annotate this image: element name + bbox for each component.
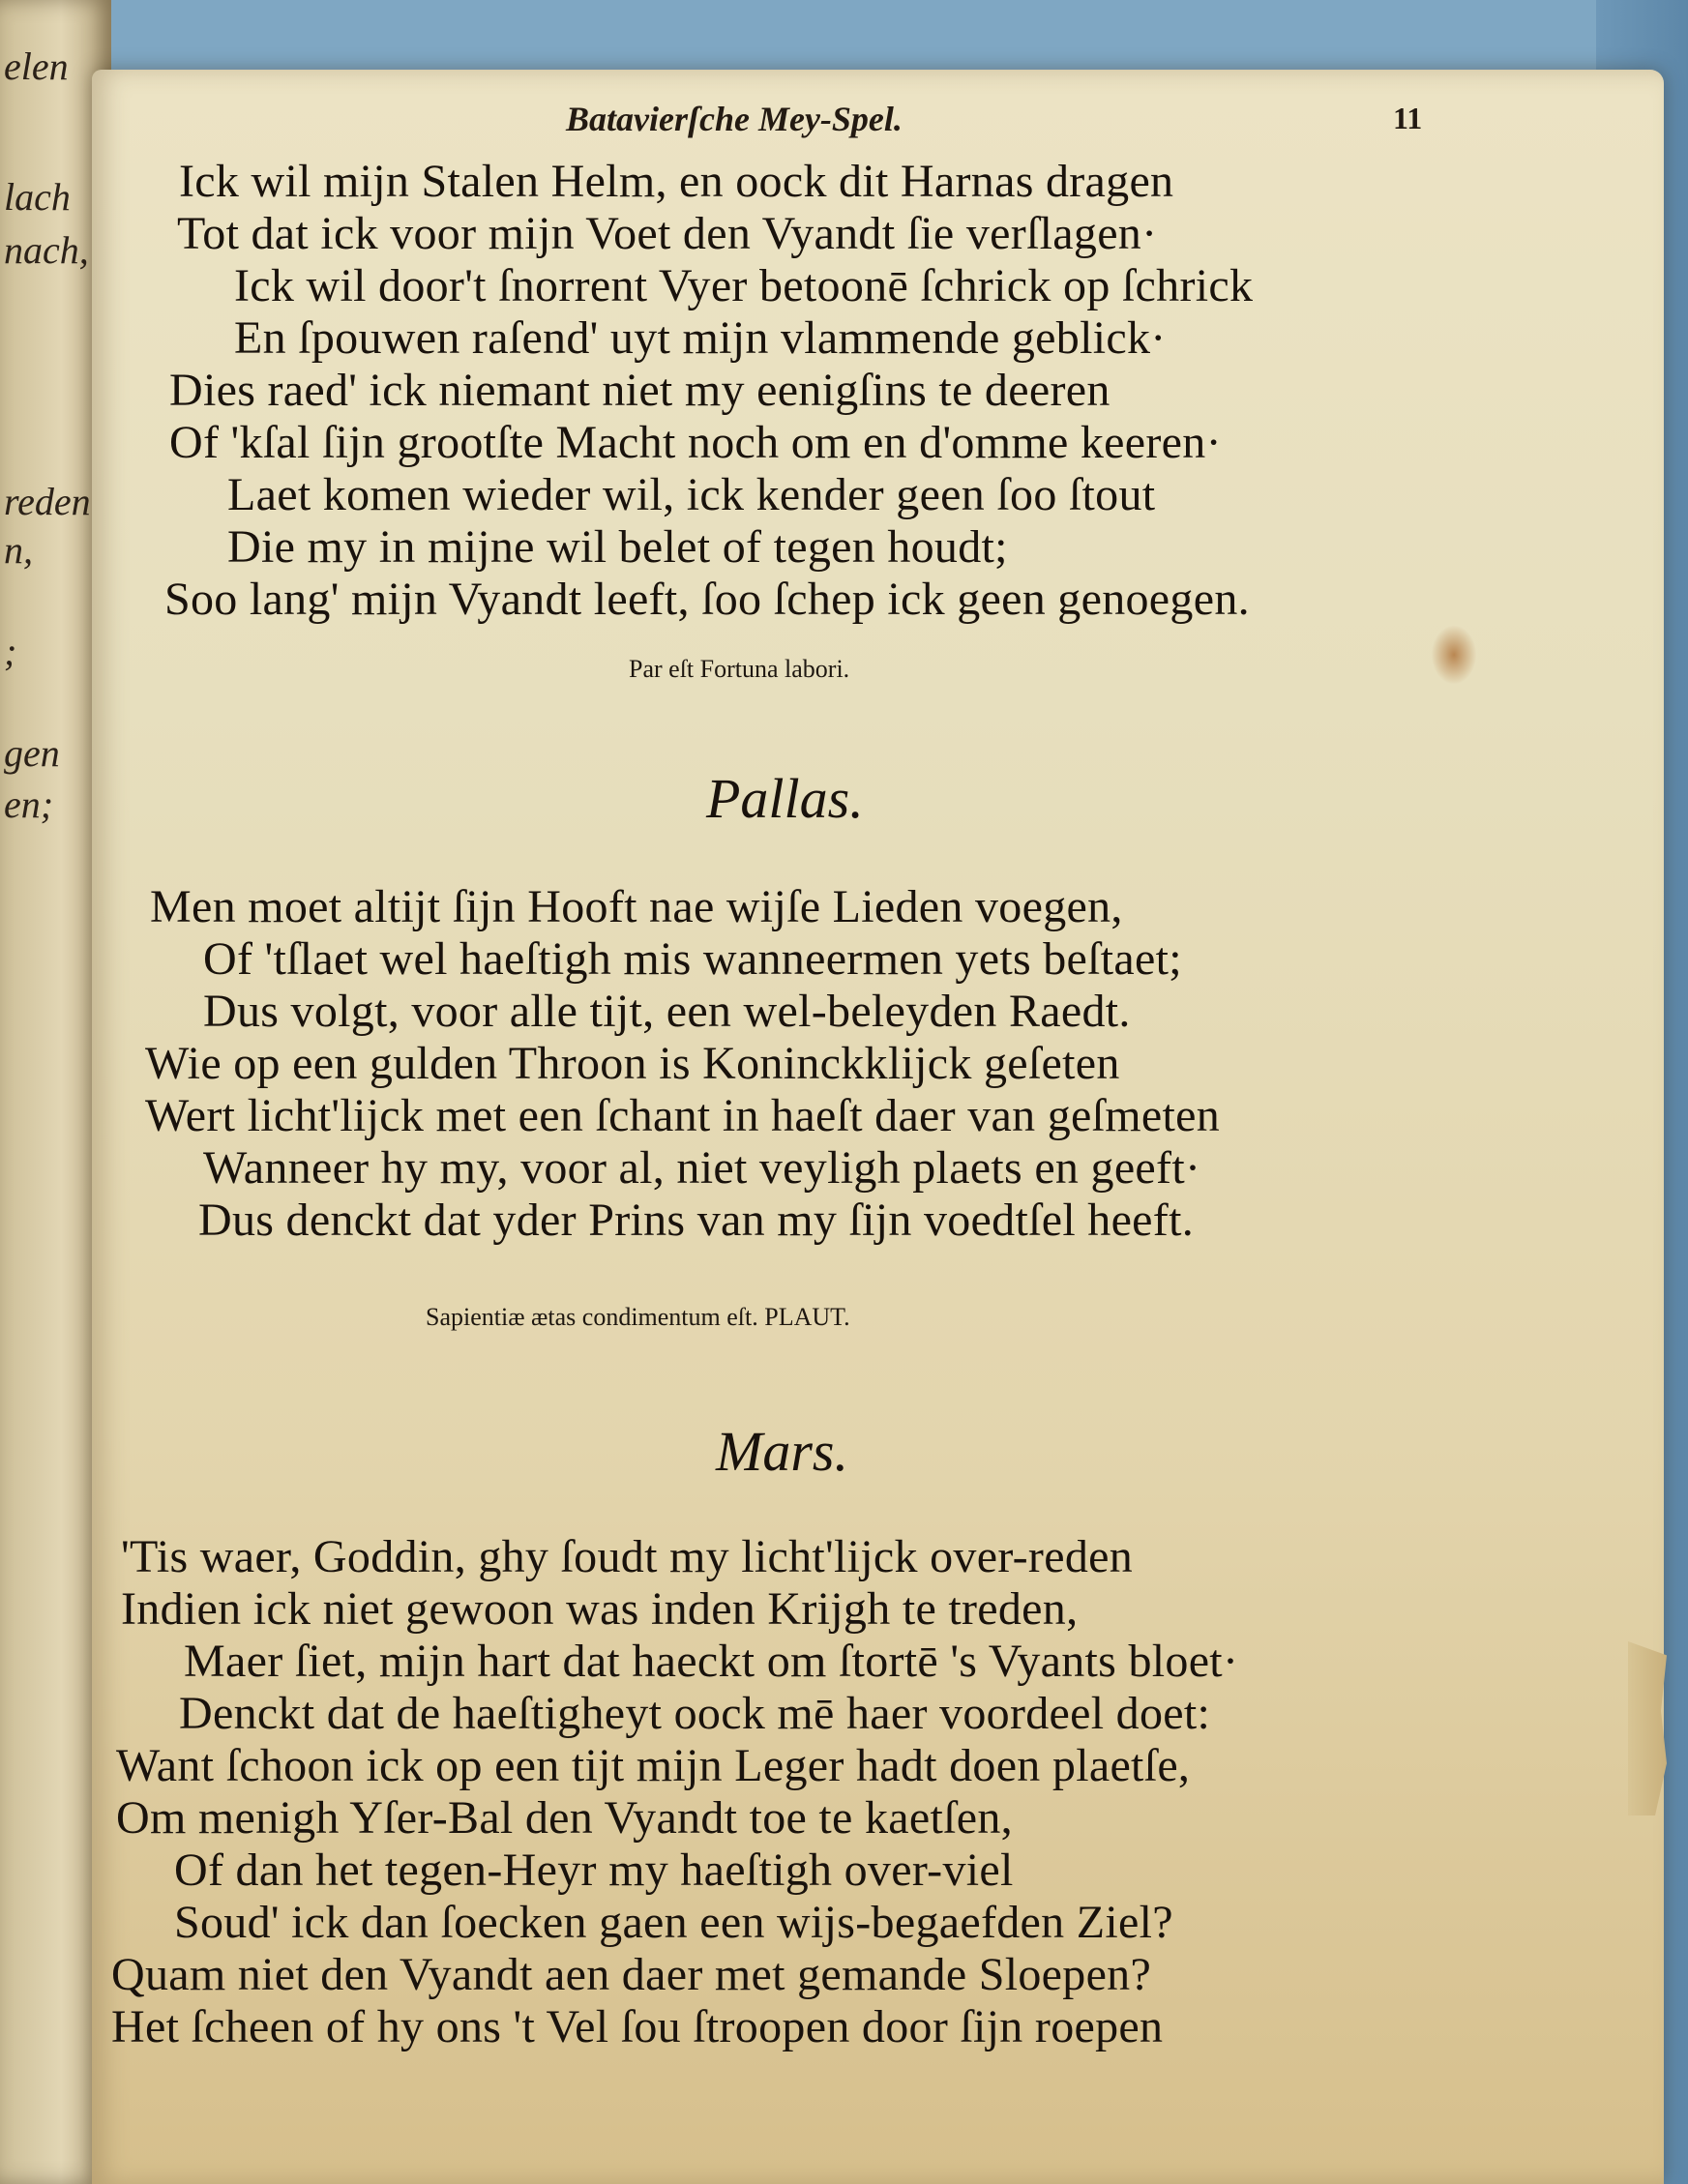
verse-line: Om menigh Yſer-Bal den Vyandt toe te kaetſen, (116, 1792, 1013, 1844)
verse-line: Soud' ick dan ſoecken gaen een wijs-begaefden Ziel? (174, 1897, 1173, 1948)
book-page (92, 70, 1664, 2184)
facing-page-fragment: elen (4, 44, 69, 88)
verse-line: Of dan het tegen-Heyr my haeſtigh over-viel (174, 1845, 1014, 1896)
page-tear (1628, 1641, 1667, 1815)
verse-line: Soo lang' mijn Vyandt leeft, ſoo ſchep ick geen genoegen. (164, 574, 1250, 625)
facing-page-fragment: gen (4, 731, 60, 775)
verse-line: Of 'kſal ſijn grootſte Macht noch om en d'omme keeren· (169, 417, 1222, 468)
speaker-heading: Mars. (716, 1420, 848, 1483)
verse-line: Wert licht'lijck met een ſchant in haeſt daer van geſmeten (145, 1090, 1221, 1141)
facing-page-fragment: reden (4, 480, 91, 523)
facing-page-fragment: n, (4, 528, 33, 572)
facing-page-fragment: nach, (4, 228, 89, 272)
verse-line: Dus denckt dat yder Prins van my ſijn voedtſel heeft. (198, 1195, 1195, 1246)
verse-line: Indien ick niet gewoon was inden Krijgh te treden, (121, 1583, 1079, 1635)
verse-line: Die my in mijne wil belet of tegen houdt; (227, 521, 1008, 573)
facing-page-fragment: lach (4, 175, 71, 219)
facing-page-fragment: en; (4, 782, 54, 826)
page-number: 11 (1393, 101, 1423, 135)
verse-line: Het ſcheen of hy ons 't Vel ſou ſtroopen door ſijn roepen (111, 2001, 1164, 2052)
verse-line: Wanneer hy my, voor al, niet veyligh plaets en geeft· (203, 1142, 1201, 1194)
motto: Sapientiæ ætas condimentum eſt. PLAUT. (426, 1303, 850, 1331)
verse-line: Denckt dat de haeſtigheyt oock mē haer voordeel doet: (179, 1688, 1211, 1739)
verse-line: Dus volgt, voor alle tijt, een wel-beleyden Raedt. (203, 986, 1131, 1037)
motto: Par eſt Fortuna labori. (629, 655, 850, 683)
foxing-stain (1432, 626, 1476, 684)
verse-line: Dies raed' ick niemant niet my eenigſins te deeren (169, 365, 1111, 416)
speaker-heading: Pallas. (706, 767, 864, 830)
verse-line: Want ſchoon ick op een tijt mijn Leger hadt doen plaetſe, (116, 1740, 1191, 1791)
verse-line: Ick wil door't ſnorrent Vyer betoonē ſchrick op ſchrick (234, 260, 1254, 311)
verse-line: Laet komen wieder wil, ick kender geen ſoo ſtout (227, 469, 1156, 520)
verse-line: En ſpouwen raſend' uyt mijn vlammende geblick· (234, 312, 1167, 364)
verse-line: Wie op een gulden Throon is Koninckklijck geſeten (145, 1038, 1120, 1089)
verse-line: Ick wil mijn Stalen Helm, en oock dit Harnas dragen (179, 156, 1174, 207)
verse-line: Maer ſiet, mijn hart dat haeckt om ſtortē 's Vyants bloet· (184, 1636, 1239, 1687)
verse-line: Men moet altijt ſijn Hooft nae wijſe Lieden voegen, (150, 881, 1123, 932)
verse-line: Tot dat ick voor mijn Voet den Vyandt ſie verſlagen· (177, 208, 1158, 259)
verse-line: Of 'tſlaet wel haeſtigh mis wanneermen yets beſtaet; (203, 933, 1182, 985)
running-header: Batavierſche Mey-Spel. (566, 100, 903, 138)
verse-line: 'Tis waer, Goddin, ghy ſoudt my licht'lijck over-reden (121, 1531, 1134, 1582)
verse-line: Quam niet den Vyandt aen daer met gemande Sloepen? (111, 1949, 1152, 2000)
facing-page-fragment: ; (4, 630, 17, 673)
